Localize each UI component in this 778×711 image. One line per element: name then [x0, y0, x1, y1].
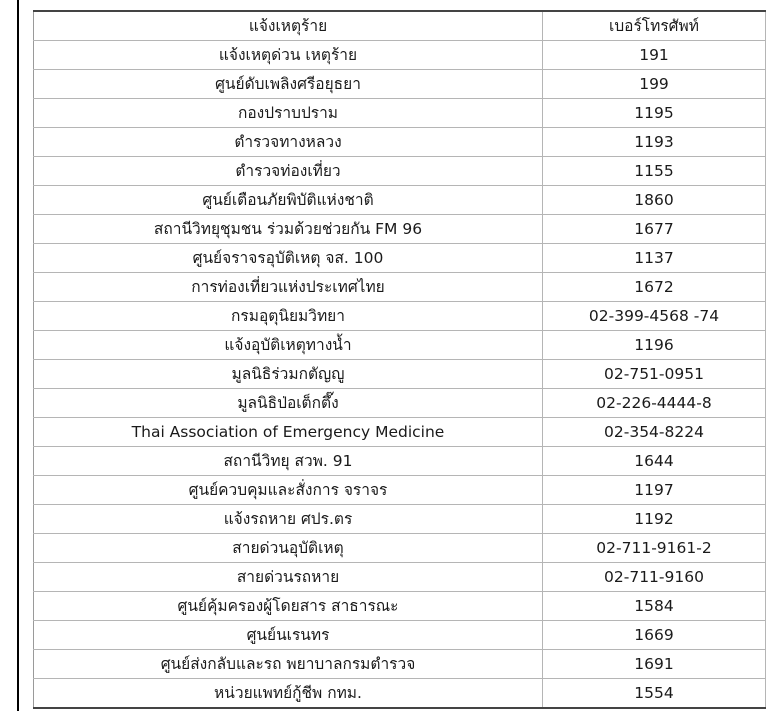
table-row: [34, 41, 766, 70]
service-name-cell: สายด่วนรถหาย: [34, 563, 543, 592]
phone-number-cell: 1137: [543, 244, 766, 273]
table-row: [34, 476, 766, 505]
service-name-cell: ศูนย์ดับเพลิงศรีอยุธยา: [34, 70, 543, 99]
service-name-cell: มูลนิธิร่วมกตัญญู: [34, 360, 543, 389]
phone-number-cell: 1677: [543, 215, 766, 244]
service-name-cell: Thai Association of Emergency Medicine: [34, 418, 543, 447]
phone-number-cell: 1860: [543, 186, 766, 215]
service-name-cell: ศูนย์ควบคุมและสั่งการ จราจร: [34, 476, 543, 505]
table-row: [34, 128, 766, 157]
service-name-cell: สถานีวิทยุ สวพ. 91: [34, 447, 543, 476]
phone-number-cell: 1195: [543, 99, 766, 128]
phone-number-cell: 02-354-8224: [543, 418, 766, 447]
header-phone-number: เบอร์โทรศัพท์: [543, 11, 766, 41]
table-row: [34, 302, 766, 331]
phone-number-cell: 1196: [543, 331, 766, 360]
phone-number-cell: 02-751-0951: [543, 360, 766, 389]
phone-number-cell: 1584: [543, 592, 766, 621]
left-border-rule: [17, 0, 19, 711]
phone-number-cell: 02-711-9160: [543, 563, 766, 592]
table-row: [34, 592, 766, 621]
phone-number-cell: 199: [543, 70, 766, 99]
phone-number-cell: 02-399-4568 -74: [543, 302, 766, 331]
table-row: [34, 244, 766, 273]
table-row: [34, 679, 766, 709]
service-name-cell: ศูนย์เตือนภัยพิบัติแห่งชาติ: [34, 186, 543, 215]
emergency-hotline-table: [33, 10, 766, 709]
table-row: [34, 157, 766, 186]
header-service-name: แจ้งเหตุร้าย: [34, 11, 543, 41]
service-name-cell: สถานีวิทยุชุมชน ร่วมด้วยช่วยกัน FM 96: [34, 215, 543, 244]
service-name-cell: แจ้งรถหาย ศปร.ตร: [34, 505, 543, 534]
phone-number-cell: 1554: [543, 679, 766, 709]
service-name-cell: แจ้งเหตุด่วน เหตุร้าย: [34, 41, 543, 70]
table-row: [34, 505, 766, 534]
table-header-row: [34, 11, 766, 41]
phone-number-cell: 1669: [543, 621, 766, 650]
phone-number-cell: 1197: [543, 476, 766, 505]
service-name-cell: ศูนย์จราจรอุบัติเหตุ จส. 100: [34, 244, 543, 273]
phone-number-cell: 02-226-4444-8: [543, 389, 766, 418]
phone-number-cell: 1155: [543, 157, 766, 186]
service-name-cell: กรมอุตุนิยมวิทยา: [34, 302, 543, 331]
service-name-cell: ศูนย์ส่งกลับและรถ พยาบาลกรมตำรวจ: [34, 650, 543, 679]
service-name-cell: สายด่วนอุบัติเหตุ: [34, 534, 543, 563]
table-row: [34, 70, 766, 99]
service-name-cell: ตำรวจท่องเที่ยว: [34, 157, 543, 186]
service-name-cell: แจ้งอุบัติเหตุทางน้ำ: [34, 331, 543, 360]
service-name-cell: ตำรวจทางหลวง: [34, 128, 543, 157]
table-row: [34, 447, 766, 476]
table-row: [34, 418, 766, 447]
phone-number-cell: 191: [543, 41, 766, 70]
phone-number-cell: 1192: [543, 505, 766, 534]
service-name-cell: ศูนย์นเรนทร: [34, 621, 543, 650]
table-row: [34, 650, 766, 679]
table-row: [34, 186, 766, 215]
phone-number-cell: 1691: [543, 650, 766, 679]
phone-number-cell: 1644: [543, 447, 766, 476]
table-row: [34, 534, 766, 563]
service-name-cell: กองปราบปราม: [34, 99, 543, 128]
service-name-cell: การท่องเที่ยวแห่งประเทศไทย: [34, 273, 543, 302]
phone-number-cell: 02-711-9161-2: [543, 534, 766, 563]
table-row: [34, 360, 766, 389]
table-row: [34, 331, 766, 360]
table-row: [34, 273, 766, 302]
phone-number-cell: 1672: [543, 273, 766, 302]
table-row: [34, 215, 766, 244]
service-name-cell: ศูนย์คุ้มครองผู้โดยสาร สาธารณะ: [34, 592, 543, 621]
service-name-cell: มูลนิธิป่อเต็กตึ๊ง: [34, 389, 543, 418]
table-row: [34, 621, 766, 650]
table-row: [34, 99, 766, 128]
service-name-cell: หน่วยแพทย์กู้ชีพ กทม.: [34, 679, 543, 709]
phone-number-cell: 1193: [543, 128, 766, 157]
table-row: [34, 563, 766, 592]
table-row: [34, 389, 766, 418]
